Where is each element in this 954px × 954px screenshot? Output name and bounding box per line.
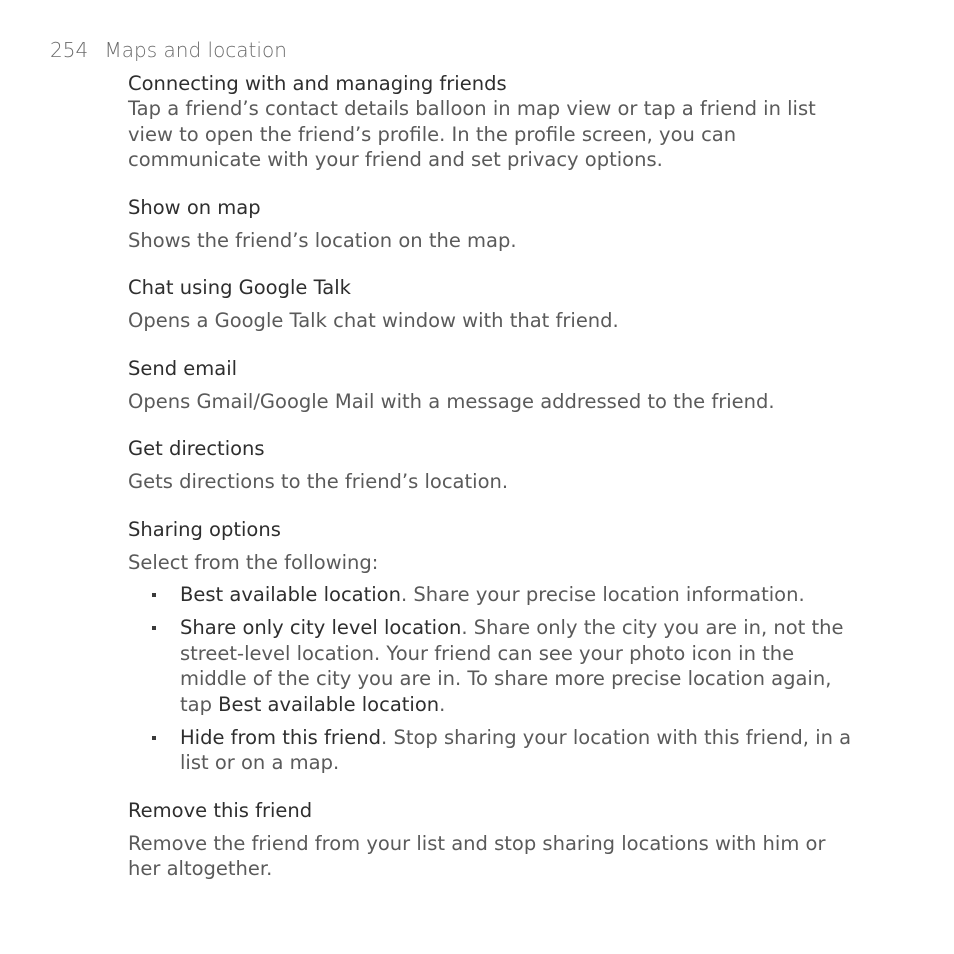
page-number: 254 (50, 38, 89, 62)
section-sharing-options (128, 517, 858, 776)
bullet-icon (152, 626, 156, 630)
sharing-options-list (128, 582, 858, 776)
section-title: Sharing options (128, 517, 281, 541)
section-description: Shows the friend’s location on the map. (128, 228, 517, 252)
section-send-email (128, 356, 858, 415)
section-remove-friend (128, 798, 858, 882)
section-title: Remove this friend (128, 798, 313, 822)
section-get-directions (128, 436, 858, 495)
section-show-on-map (128, 195, 858, 254)
section-description: Select from the following: (128, 550, 379, 574)
section-description: Opens Gmail/Google Mail with a message addressed to the friend. (128, 389, 775, 413)
bullet-icon (152, 736, 156, 740)
section-title: Get directions (128, 437, 265, 460)
section-description: Gets directions to the friend’s location. (128, 470, 509, 493)
option-text: . Share your precise location information. (400, 583, 805, 606)
section-description: Remove the friend from your list and stop sharing locations with him or her altogether. (128, 831, 826, 880)
intro-title: Connecting with and managing friends (128, 72, 507, 95)
list-item (128, 725, 858, 776)
list-item (128, 582, 858, 608)
option-term: Best available location (180, 583, 401, 606)
chapter-title: Maps and location (104, 38, 287, 62)
option-term: Share only city level location (180, 616, 462, 639)
option-text-end: . (439, 692, 446, 716)
section-description: Opens a Google Talk chat window with that friend. (128, 309, 619, 332)
page-content (128, 70, 858, 882)
section-title: Send email (128, 356, 238, 380)
option-text: . Stop sharing your location with this friend, in a list or on a map. (180, 725, 852, 774)
option-term: Hide from this friend (180, 725, 382, 749)
section-title: Show on map (128, 195, 261, 219)
page-header (50, 38, 287, 62)
list-item (128, 615, 858, 717)
option-term-inline: Best available location (218, 692, 440, 716)
section-title: Chat using Google Talk (128, 276, 351, 299)
option-text: . Share only the city you are in, not the street-level location. Your friend can see your photo icon in the middle of the city you are in. To share more precise location again, tap (180, 616, 844, 716)
intro-text: Tap a friend’s contact details balloon in map view or tap a friend in list view to open the friend’s profile. In the profile screen, you can communicate with your friend and set privacy options. (128, 97, 816, 171)
bullet-icon (152, 593, 156, 597)
section-chat-google-talk (128, 275, 858, 334)
